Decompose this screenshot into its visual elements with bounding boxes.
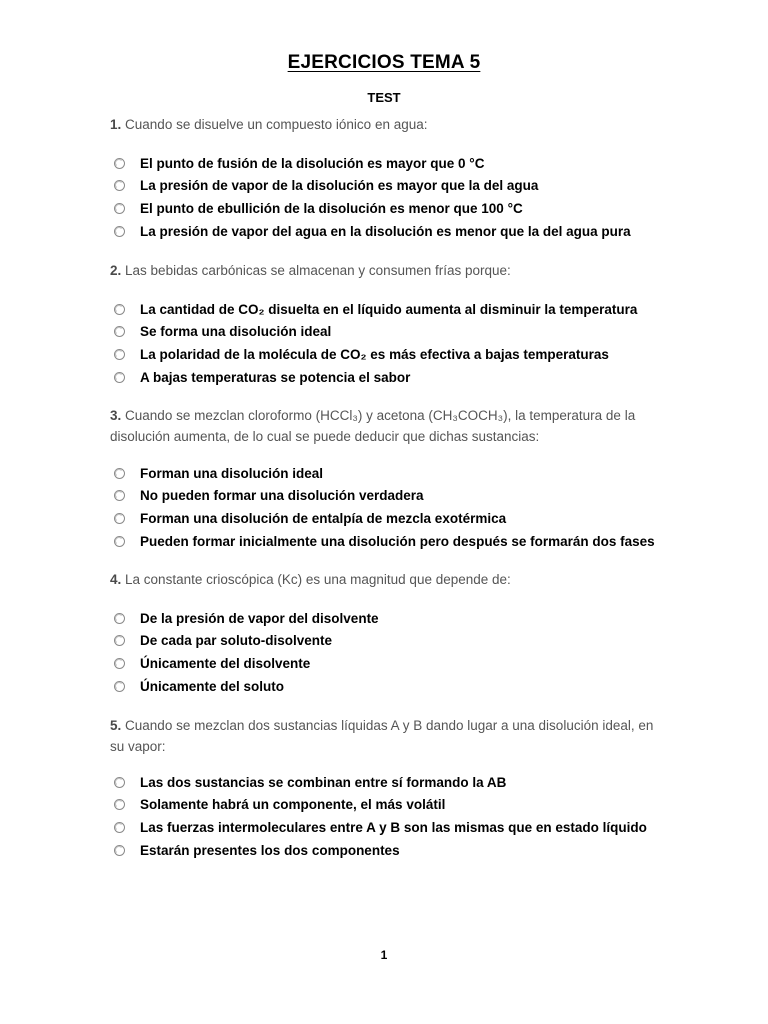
answer-option[interactable] (112, 175, 672, 198)
radio-button-icon[interactable] (114, 658, 125, 669)
radio-button-icon[interactable] (114, 468, 125, 479)
answer-option-label: La polaridad de la molécula de CO₂ es más efectiva a bajas temperaturas (140, 346, 609, 362)
answer-option-label: Únicamente del soluto (140, 678, 285, 694)
answer-option[interactable] (112, 630, 672, 653)
question-text: Cuando se mezclan dos sustancias líquidas A y B dando lugar a una disolución ideal, en su vapor: (110, 718, 654, 754)
answer-option[interactable] (112, 816, 672, 839)
page-title: EJERCICIOS TEMA 5 (287, 52, 481, 73)
answer-option[interactable] (112, 298, 672, 321)
question-number: 2. (110, 263, 122, 278)
question-3-options (112, 462, 672, 552)
answer-option-label: Las dos sustancias se combinan entre sí formando la AB (140, 774, 507, 790)
radio-button-icon[interactable] (114, 777, 125, 788)
answer-option[interactable] (112, 197, 672, 220)
question-text: Cuando se disuelve un compuesto iónico en agua: (125, 117, 428, 132)
question-text: La constante crioscópica (Kc) es una magnitud que depende de: (125, 572, 511, 587)
question-text: Cuando se mezclan cloroformo (HCCl₃) y acetona (CH₃COCH₃), la temperatura de la disolución aumenta, de lo cual se puede deducir que dichas sustancias: (110, 408, 636, 444)
radio-button-icon[interactable] (114, 304, 125, 315)
radio-button-icon[interactable] (114, 635, 125, 646)
answer-option[interactable] (112, 507, 672, 530)
radio-button-icon[interactable] (114, 822, 125, 833)
answer-option[interactable] (112, 530, 672, 553)
question-number: 4. (110, 572, 122, 587)
radio-button-icon[interactable] (114, 490, 125, 501)
radio-button-icon[interactable] (114, 799, 125, 810)
page-subtitle: TEST (367, 90, 401, 105)
answer-option[interactable] (112, 220, 672, 243)
answer-option[interactable] (112, 771, 672, 794)
answer-option[interactable] (112, 343, 672, 366)
question-2 (110, 260, 655, 281)
answer-option-label: De la presión de vapor del disolvente (140, 610, 379, 626)
question-4-options (112, 607, 672, 697)
answer-option-label: El punto de fusión de la disolución es mayor que 0 °C (140, 155, 485, 171)
radio-button-icon[interactable] (114, 681, 125, 692)
answer-option[interactable] (112, 366, 672, 389)
answer-option-label: El punto de ebullición de la disolución es menor que 100 °C (140, 200, 523, 216)
answer-option[interactable] (112, 462, 672, 485)
question-2-options (112, 298, 672, 388)
answer-option-label: De cada par soluto-disolvente (140, 633, 333, 649)
answer-option[interactable] (112, 607, 672, 630)
answer-option-label: A bajas temperaturas se potencia el sabor (140, 369, 411, 385)
question-3 (110, 405, 655, 447)
radio-button-icon[interactable] (114, 349, 125, 360)
answer-option-label: Solamente habrá un componente, el más volátil (140, 797, 446, 813)
radio-button-icon[interactable] (114, 513, 125, 524)
answer-option-label: Forman una disolución ideal (140, 465, 324, 481)
answer-option[interactable] (112, 794, 672, 817)
question-5 (110, 715, 655, 757)
answer-option[interactable] (112, 652, 672, 675)
question-1-options (112, 152, 672, 242)
question-4 (110, 569, 655, 590)
radio-button-icon[interactable] (114, 326, 125, 337)
radio-button-icon[interactable] (114, 845, 125, 856)
answer-option-label: La presión de vapor de la disolución es mayor que la del agua (140, 178, 539, 194)
radio-button-icon[interactable] (114, 203, 125, 214)
question-1 (110, 114, 655, 135)
answer-option-label: Pueden formar inicialmente una disolución pero después se formarán dos fases (140, 533, 655, 549)
answer-option-label: Únicamente del disolvente (140, 655, 311, 671)
question-number: 5. (110, 718, 122, 733)
answer-option-label: La presión de vapor del agua en la disolución es menor que la del agua pura (140, 223, 631, 239)
question-number: 3. (110, 408, 122, 423)
question-5-options (112, 771, 672, 861)
answer-option-label: Las fuerzas intermoleculares entre A y B son las mismas que en estado líquido (140, 819, 647, 835)
answer-option[interactable] (112, 321, 672, 344)
question-number: 1. (110, 117, 122, 132)
answer-option-label: No pueden formar una disolución verdadera (140, 488, 424, 504)
answer-option-label: Se forma una disolución ideal (140, 324, 332, 340)
radio-button-icon[interactable] (114, 372, 125, 383)
radio-button-icon[interactable] (114, 158, 125, 169)
page-number: 1 (380, 948, 388, 962)
radio-button-icon[interactable] (114, 226, 125, 237)
answer-option[interactable] (112, 152, 672, 175)
answer-option[interactable] (112, 485, 672, 508)
radio-button-icon[interactable] (114, 613, 125, 624)
answer-option[interactable] (112, 675, 672, 698)
question-text: Las bebidas carbónicas se almacenan y consumen frías porque: (125, 263, 511, 278)
radio-button-icon[interactable] (114, 536, 125, 547)
answer-option-label: Estarán presentes los dos componentes (140, 842, 400, 858)
answer-option-label: La cantidad de CO₂ disuelta en el líquido aumenta al disminuir la temperatura (140, 301, 638, 317)
radio-button-icon[interactable] (114, 180, 125, 191)
answer-option[interactable] (112, 839, 672, 862)
answer-option-label: Forman una disolución de entalpía de mezcla exotérmica (140, 510, 507, 526)
